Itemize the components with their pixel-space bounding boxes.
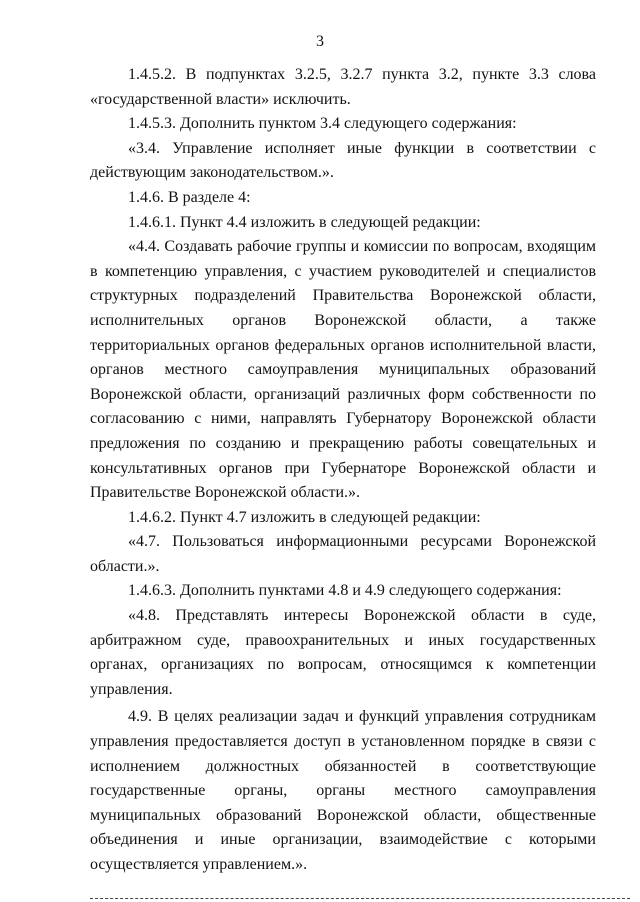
- paragraph-4-9-quote: 4.9. В целях реализации задач и функций управления сотрудникам управления предоставляется доступ в установленном порядке в связи с исполнением должностных обязанностей в соответствующие государственные органы, органы местного самоуправления муниципальных образований Воронежской области, общественные объединения и иные организации, взаимодействие с которыми осуществляется управлением.».: [90, 708, 596, 873]
- paragraph-4-4-quote: «4.4. Создавать рабочие группы и комиссии по вопросам, входящим в компетенцию управления, с участием руководителей и специалистов структурных подразделений Правительства Воронежской области, исполнительных органов Воронежской области, а также территориальных органов федеральных органов исполнительной власти, органов местного самоуправления муниципальных образований Воронежской области, организаций различных форм собственности по согласованию с ними, направлять Губернатору Воронежской области предложения по созданию и прекращению работы совещательных и консультативных органов при Губернаторе Воронежской области и Правительстве Воронежской области.».: [90, 238, 596, 502]
- paragraph-3-4-quote: «3.4. Управление исполняет иные функции в соответствии с действующим законодательством.».: [90, 139, 596, 182]
- document-body: [90, 63, 596, 878]
- paragraph-1-4-6-1: 1.4.6.1. Пункт 4.4 изложить в следующей редакции:: [128, 213, 481, 231]
- paragraph-1-4-5-2: 1.4.5.2. В подпунктах 3.2.5, 3.2.7 пункта 3.2, пункте 3.3 слова «государственной власти» исключить.: [90, 66, 596, 108]
- paragraph-1-4-5-3: 1.4.5.3. Дополнить пунктом 3.4 следующего содержания:: [128, 115, 517, 133]
- page-number: 3: [316, 33, 324, 50]
- paragraph-1-4-6-2: 1.4.6.2. Пункт 4.7 изложить в следующей редакции:: [128, 508, 481, 526]
- paragraph-4-8-quote: «4.8. Представлять интересы Воронежской области в суде, арбитражном суде, правоохранительных и иных государственных органах, организациях по вопросам, относящимся к компетенции управления.: [90, 607, 596, 698]
- paragraph-1-4-6: 1.4.6. В разделе 4:: [128, 188, 251, 206]
- page-bottom-edge-line: [90, 898, 630, 899]
- paragraph-4-7-quote: «4.7. Пользоваться информационными ресурсами Воронежской области.».: [90, 533, 596, 575]
- paragraph-1-4-6-3: 1.4.6.3. Дополнить пунктами 4.8 и 4.9 следующего содержания:: [128, 582, 562, 600]
